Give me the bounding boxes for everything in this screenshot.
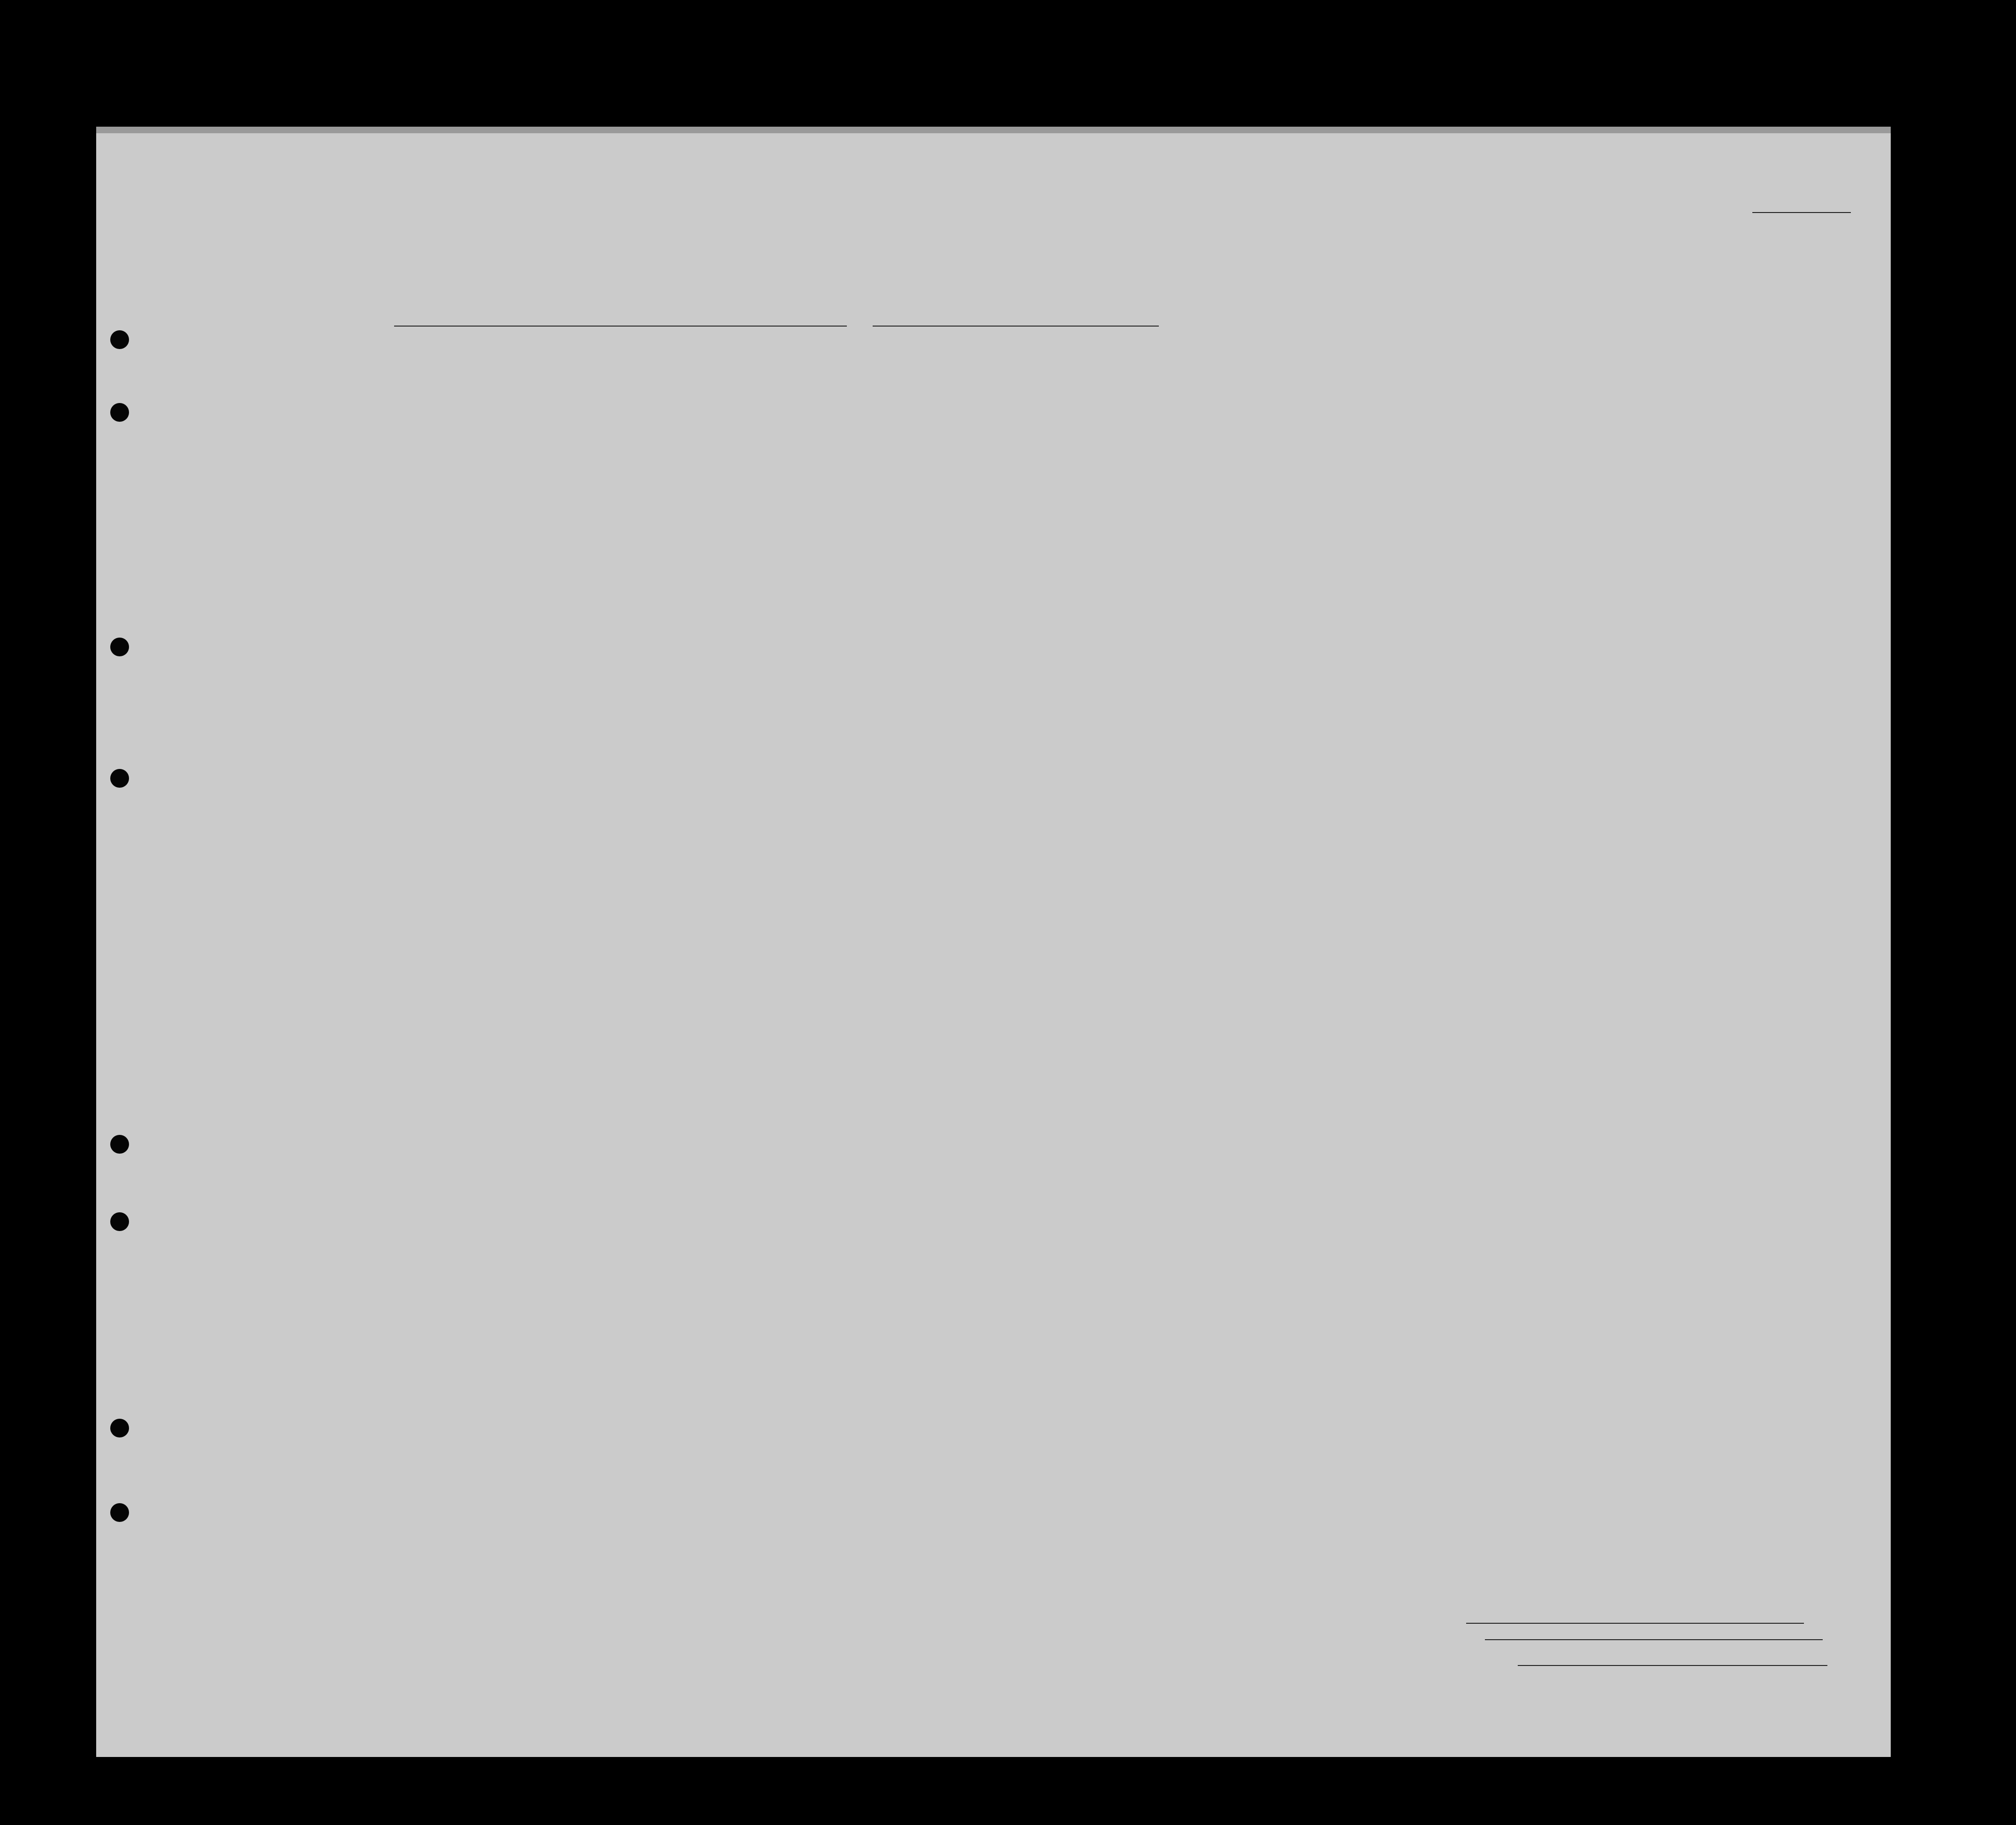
owners-value	[1485, 1639, 1823, 1640]
table-grid	[96, 133, 1891, 1757]
line-value	[1466, 1623, 1804, 1624]
agents-value	[1518, 1665, 1827, 1666]
manifest-sheet	[96, 127, 1891, 1757]
